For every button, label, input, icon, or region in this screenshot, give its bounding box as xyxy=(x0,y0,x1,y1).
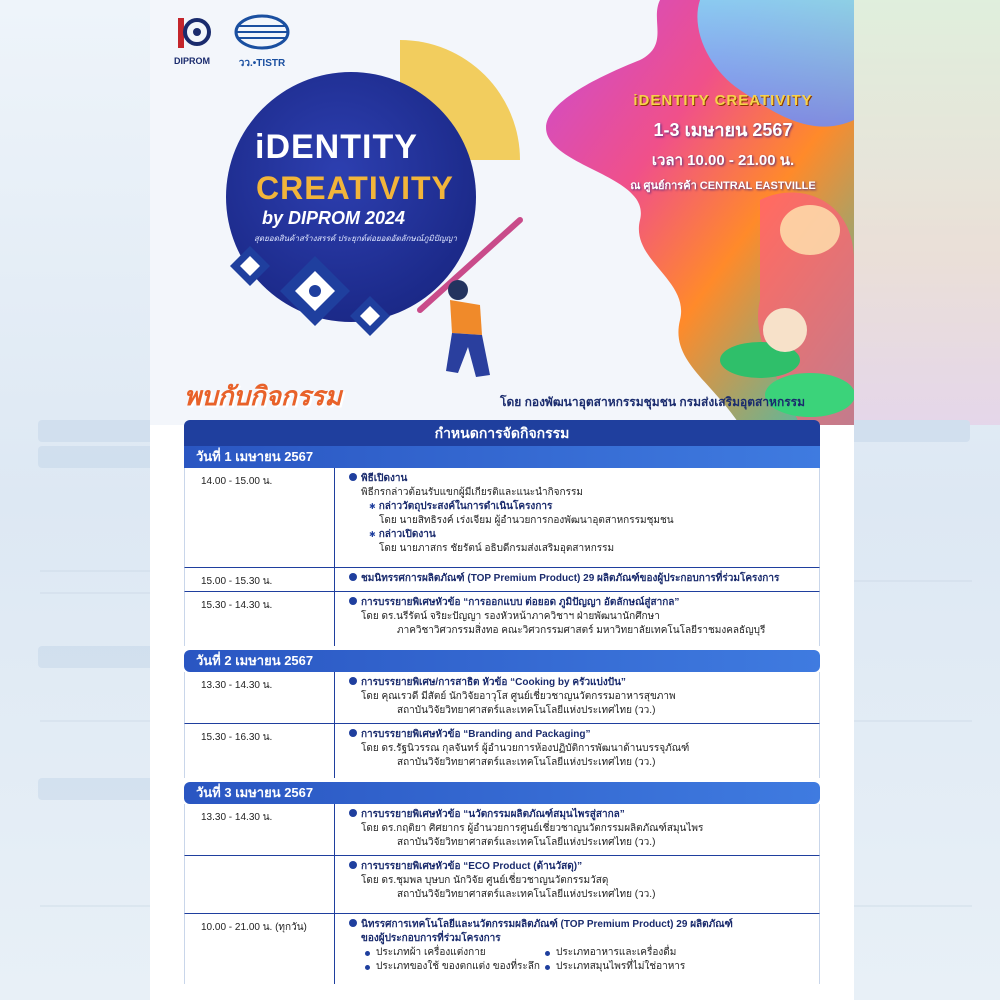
row-subtitle: กล่าววัตถุประสงค์ในการดำเนินโครงการ xyxy=(378,501,553,512)
category-item: ประเภทของใช้ ของตกแต่ง ของที่ระลึก xyxy=(365,960,545,974)
table-row xyxy=(184,856,820,914)
star-bullet-icon: ✱ xyxy=(369,502,376,511)
schedule-header: กำหนดการจัดกิจกรรม xyxy=(184,420,820,446)
day-3-bar: วันที่ 3 เมษายน 2567 xyxy=(184,782,820,804)
schedule-table xyxy=(184,420,820,984)
row-line: สถาบันวิจัยวิทยาศาสตร์และเทคโนโลยีแห่งประเทศไทย (วว.) xyxy=(397,889,656,900)
row-time: 13.30 - 14.30 น. xyxy=(185,672,335,723)
row-title: การบรรยายพิเศษหัวข้อ “นวัตกรรมผลิตภัณฑ์สมุนไพรสู่สากล” xyxy=(361,809,625,820)
row-description xyxy=(335,468,819,567)
table-row xyxy=(184,804,820,856)
bullet-icon xyxy=(349,861,357,869)
title-identity: iDENTITY xyxy=(255,128,418,166)
event-title: iDENTITY CREATIVITY xyxy=(633,92,813,109)
row-description xyxy=(335,568,819,591)
row-time: 14.00 - 15.00 น. xyxy=(185,468,335,567)
colorful-splash-art xyxy=(510,0,854,425)
row-description xyxy=(335,672,819,723)
bullet-icon xyxy=(349,573,357,581)
category-item: ประเภทผ้า เครื่องแต่งกาย xyxy=(365,946,545,960)
title-creativity: CREATIVITY xyxy=(256,170,454,206)
title-by-diprom: by DIPROM 2024 xyxy=(262,208,406,228)
diprom-logo xyxy=(170,14,214,66)
table-row xyxy=(184,592,820,646)
bullet-icon xyxy=(349,597,357,605)
row-line: โดย ดร.นรีรัตน์ จริยะปัญญา รองหัวหน้าภาควิชาฯ ฝ่ายพัฒนานักศึกษา xyxy=(361,611,660,622)
activities-heading: พบกับกิจกรรม xyxy=(184,381,342,411)
row-line: โดย ดร.ชุมพล บุษบก นักวิจัย ศูนย์เชี่ยวชาญนวัตกรรมวัสดุ xyxy=(361,875,609,886)
blurred-right-panel xyxy=(852,0,1000,1000)
row-line: สถาบันวิจัยวิทยาศาสตร์และเทคโนโลยีแห่งประเทศไทย (วว.) xyxy=(397,837,656,848)
bullet-icon xyxy=(349,919,357,927)
row-time: 15.30 - 16.30 น. xyxy=(185,724,335,778)
row-title: การบรรยายพิเศษหัวข้อ “ECO Product (ด้านวัสดุ)” xyxy=(361,861,583,872)
tistr-logo xyxy=(232,14,292,71)
row-title: นิทรรศการเทคโนโลยีและนวัตกรรมผลิตภัณฑ์ (TOP Premium Product) 29 ผลิตภัณฑ์ xyxy=(361,919,733,930)
row-description xyxy=(335,856,819,913)
bullet-icon xyxy=(349,677,357,685)
row-title: การบรรยายพิเศษ/การสาธิต หัวข้อ “Cooking by ครัวแบ่งปัน” xyxy=(361,677,626,688)
row-subtitle: กล่าวเปิดงาน xyxy=(378,529,436,540)
thai-ornament-icon xyxy=(220,246,400,356)
tistr-logo-text: วว.•TISTR xyxy=(238,58,286,69)
table-row xyxy=(184,724,820,778)
row-time: 13.30 - 14.30 น. xyxy=(185,804,335,855)
row-title: การบรรยายพิเศษหัวข้อ “Branding and Packaging” xyxy=(361,729,591,740)
person-with-paintbrush-illustration xyxy=(410,215,530,385)
row-time: 15.00 - 15.30 น. xyxy=(185,568,335,591)
table-row xyxy=(184,672,820,724)
event-venue: ณ ศูนย์การค้า CENTRAL EASTVILLE xyxy=(630,180,816,192)
row-description xyxy=(335,592,819,646)
table-row xyxy=(184,568,820,592)
category-list xyxy=(349,946,811,974)
row-line: สถาบันวิจัยวิทยาศาสตร์และเทคโนโลยีแห่งประเทศไทย (วว.) xyxy=(397,705,656,716)
organizer-credit: โดย กองพัฒนาอุตสาหกรรมชุมชน กรมส่งเสริมอุตสาหกรรม xyxy=(500,395,806,409)
day-2-bar: วันที่ 2 เมษายน 2567 xyxy=(184,650,820,672)
title-subtitle: สุดยอดสินค้าสร้างสรรค์ ประยุกต์ต่อยอดอัตลักษณ์ภูมิปัญญา xyxy=(254,234,457,243)
logo-group xyxy=(170,14,292,71)
row-description xyxy=(335,914,819,984)
row-title: ชมนิทรรศการผลิตภัณฑ์ (TOP Premium Product) 29 ผลิตภัณฑ์ของผู้ประกอบการที่ร่วมโครงการ xyxy=(361,573,780,584)
diprom-emblem-icon xyxy=(170,14,214,54)
row-line: พิธีกรกล่าวต้อนรับแขกผู้มีเกียรติและแนะนำกิจกรรม xyxy=(361,487,583,498)
category-item: ประเภทสมุนไพรที่ไม่ใช่อาหาร xyxy=(545,960,725,974)
diprom-logo-text: DIPROM xyxy=(174,56,210,66)
row-time: 10.00 - 21.00 น. (ทุกวัน) xyxy=(185,914,335,984)
row-line: โดย คุณเรวดี มีสัตย์ นักวิจัยอาวุโส ศูนย์เชี่ยวชาญนวัตกรรมอาหารสุขภาพ xyxy=(361,691,676,702)
event-info xyxy=(598,92,848,194)
row-line: โดย นายสิทธิรงค์ เร่งเจียม ผู้อำนวยการกองพัฒนาอุตสาหกรรมชุมชน xyxy=(379,515,674,526)
row-title: การบรรยายพิเศษหัวข้อ “การออกแบบ ต่อยอด ภูมิปัญญา อัตลักษณ์สู่สากล” xyxy=(361,597,680,608)
row-time xyxy=(185,856,335,913)
poster-hero xyxy=(150,0,854,425)
row-description xyxy=(335,724,819,778)
row-line: โดย ดร.รัฐนิวรรณ กุลจันทร์ ผู้อำนวยการห้องปฏิบัติการพัฒนาด้านบรรจุภัณฑ์ xyxy=(361,743,690,754)
bullet-icon xyxy=(349,809,357,817)
bullet-icon xyxy=(365,965,370,970)
table-row xyxy=(184,468,820,568)
event-date: 1-3 เมษายน 2567 xyxy=(653,120,793,140)
tistr-emblem-icon xyxy=(232,14,292,54)
event-time: เวลา 10.00 - 21.00 น. xyxy=(651,152,795,169)
blurred-left-panel xyxy=(0,0,150,1000)
bullet-icon xyxy=(545,965,550,970)
row-line: โดย นายภาสกร ชัยรัตน์ อธิบดีกรมส่งเสริมอุตสาหกรรม xyxy=(379,543,615,554)
row-description xyxy=(335,804,819,855)
row-line: โดย ดร.กฤติยา ศิศยากร ผู้อำนวยการศูนย์เชี่ยวชาญนวัตกรรมผลิตภัณฑ์สมุนไพร xyxy=(361,823,704,834)
row-time: 15.30 - 14.30 น. xyxy=(185,592,335,646)
category-item: ประเภทอาหารและเครื่องดื่ม xyxy=(545,946,725,960)
row-line: สถาบันวิจัยวิทยาศาสตร์และเทคโนโลยีแห่งประเทศไทย (วว.) xyxy=(397,757,656,768)
table-row xyxy=(184,914,820,984)
bullet-icon xyxy=(545,951,550,956)
row-title-continued: ของผู้ประกอบการที่ร่วมโครงการ xyxy=(361,933,501,944)
day-1-bar: วันที่ 1 เมษายน 2567 xyxy=(184,446,820,468)
bullet-icon xyxy=(349,729,357,737)
bullet-icon xyxy=(349,473,357,481)
event-poster xyxy=(150,0,854,1000)
row-line: ภาควิชาวิศวกรรมสิ่งทอ คณะวิศวกรรมศาสตร์ มหาวิทยาลัยเทคโนโลยีราชมงคลธัญบุรี xyxy=(397,625,766,636)
row-title: พิธีเปิดงาน xyxy=(361,473,408,484)
bullet-icon xyxy=(365,951,370,956)
star-bullet-icon: ✱ xyxy=(369,530,376,539)
